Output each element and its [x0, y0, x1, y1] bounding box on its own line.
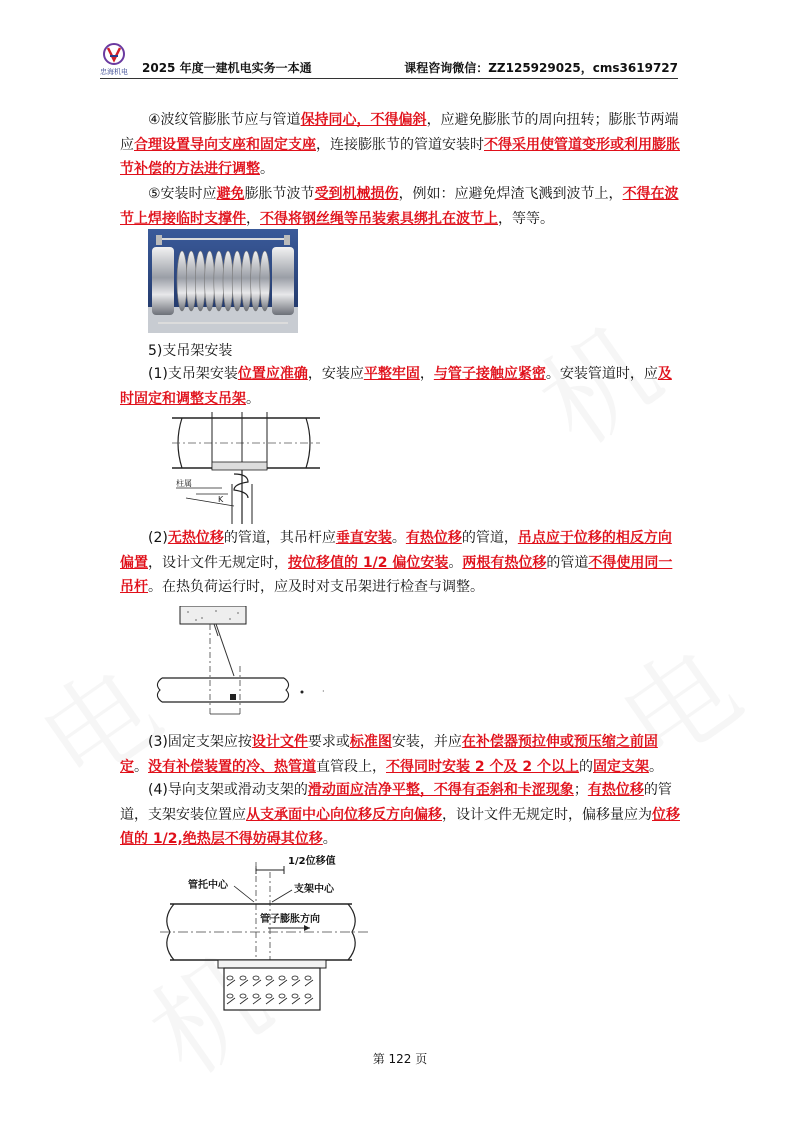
bellows-rib [241, 251, 251, 311]
contact-info: 课程咨询微信：ZZ125929025，cms3619727 [404, 61, 678, 75]
label-offset: 1/2位移值 [288, 856, 336, 867]
highlight-text: 及时固定和调整支吊架 [120, 366, 672, 407]
highlight-text: 不得采用使管道变形或利用膨胀节补偿的方法进行调整 [120, 136, 680, 177]
highlight-text: 从支承面中心向位移反方向偏移 [246, 806, 442, 823]
label-frame-center: 支架中心 [294, 884, 334, 895]
highlight-text: 吊点应于位移的相反方向偏置 [120, 530, 672, 571]
highlight-text: 标准图 [349, 734, 392, 750]
bellows-rib [232, 251, 242, 311]
highlight-text: 避免 [216, 186, 245, 202]
body-text: ，连接膨胀节的管道安装时 [316, 136, 484, 153]
body-text: ⑤安装时应 [148, 186, 217, 202]
body-text: 。 [322, 831, 337, 847]
bellows-rib [186, 251, 196, 311]
body-text: (2) [148, 530, 168, 546]
highlight-text: 有热位移 [405, 530, 462, 546]
highlight-text: 不得将钢丝绳等吊装索具绑扎在波节上 [260, 210, 498, 227]
pipe-support-diagram [172, 412, 320, 524]
body-text: 直管段上， [316, 758, 386, 775]
highlight-text: 不得在波节上焊接临时支撑件 [120, 186, 679, 227]
paragraph-hanger-rod [120, 526, 680, 600]
body-text: 。 [134, 758, 148, 775]
bellows-rib [260, 251, 270, 311]
highlight-text: 不得同时安装 2 个及 2 个以上 [386, 758, 579, 775]
highlight-text: 不得使用同一吊杆 [120, 554, 673, 595]
bellows-rib [195, 251, 205, 311]
body-text: 的管道 [546, 554, 589, 571]
body-text: 的管道，其吊杆应 [223, 530, 336, 546]
highlight-text: 保持同心，不得偏斜 [300, 112, 427, 128]
paragraph-fixed-support [120, 730, 680, 779]
highlight-text: 按位移值的 1/2 偏位安装 [288, 554, 449, 571]
body-text: ，应避免膨胀节的周向扭转；膨胀节两端应 [120, 112, 679, 153]
highlight-text: 在补偿器预拉伸或预压缩之前固定 [120, 734, 658, 775]
page-number: 第 122 页 [372, 1052, 428, 1066]
body-text: ，例如：应避免焊渣飞溅到波节上， [398, 186, 623, 202]
highlight-text: 与管子接触应紧密 [433, 366, 546, 382]
body-text: 。 [391, 530, 406, 546]
highlight-text: 没有补偿装置的冷、热管道 [148, 758, 316, 775]
highlight-text: 合理设置导向支座和固定支座 [134, 136, 316, 153]
sliding-support-diagram [160, 852, 370, 1020]
body-text: 的管道， [461, 530, 518, 546]
bellows-rib [205, 251, 215, 311]
highlight-text: 设计文件 [251, 734, 308, 750]
highlight-text: 两根有热位移 [462, 554, 547, 571]
body-text: ，等等。 [498, 210, 554, 227]
body-text: (3)固定支架应按 [148, 734, 252, 750]
body-text: 。安装管道时，应 [545, 366, 658, 382]
body-text: 的管道，支架安装位置应 [120, 782, 672, 823]
label-direction: 管子膨胀方向 [260, 914, 320, 925]
highlight-text: 垂直安装 [335, 530, 392, 546]
body-text: ， [246, 210, 260, 227]
body-text: 。 [246, 390, 260, 407]
body-text: 。 [260, 161, 274, 177]
label-k: K [218, 495, 224, 504]
bellows-rib [214, 251, 224, 311]
logo-text: 忠海机电 [100, 68, 128, 76]
paragraph-guide-support [120, 778, 680, 852]
svg-text:·: · [322, 687, 325, 696]
bellows-rib [251, 251, 261, 311]
label-a: 柱属 [176, 479, 192, 488]
bellows-rib [177, 251, 187, 311]
page-header [100, 42, 678, 79]
body-text: (4)导向支架或滑动支架的 [148, 782, 308, 798]
bellows-photo [148, 229, 298, 333]
highlight-text: 无热位移 [167, 530, 224, 546]
highlight-text: 有热位移 [587, 782, 644, 798]
highlight-text: 位置应准确 [237, 366, 308, 382]
body-text: ④波纹管膨胀节应与管道 [148, 112, 301, 128]
body-text: 膨胀节波节 [244, 186, 315, 202]
bellows-rib [223, 251, 233, 311]
body-text: 的 [578, 758, 593, 775]
doc-title: 2025 年度一建机电实务一本通 [142, 61, 312, 75]
highlight-text: 受到机械损伤 [314, 186, 399, 202]
highlight-text: 滑动面应洁净平整，不得有歪斜和卡涩现象 [307, 782, 574, 798]
body-text: 安装，并应 [391, 734, 462, 750]
highlight-text: 位移值的 1/2,绝热层不得妨碍其位移 [120, 806, 680, 847]
paragraph-bellows-protection [120, 182, 680, 231]
paragraph-support-install [120, 362, 680, 411]
label-support-center: 管托中心 [188, 880, 228, 891]
highlight-text: 平整牢固 [363, 366, 420, 382]
body-text: ； [573, 782, 588, 798]
section-heading: 5)支吊架安装 [148, 343, 233, 359]
body-text: ， [419, 366, 434, 382]
body-text: 。 [648, 758, 663, 775]
paragraph-bellows-alignment [120, 108, 680, 182]
body-text: 。 [448, 554, 463, 571]
body-text: ，设计文件无规定时， [148, 554, 288, 571]
highlight-text: 固定支架 [592, 758, 649, 775]
body-text: (1)支吊架安装 [148, 366, 238, 382]
hanger-offset-diagram [152, 606, 328, 724]
body-text: 要求或 [307, 734, 350, 750]
body-text: ，安装应 [307, 366, 364, 382]
body-text: 。在热负荷运行时，应及时对支吊架进行检查与调整。 [148, 579, 484, 595]
body-text: ，设计文件无规定时，偏移量应为 [442, 806, 652, 823]
